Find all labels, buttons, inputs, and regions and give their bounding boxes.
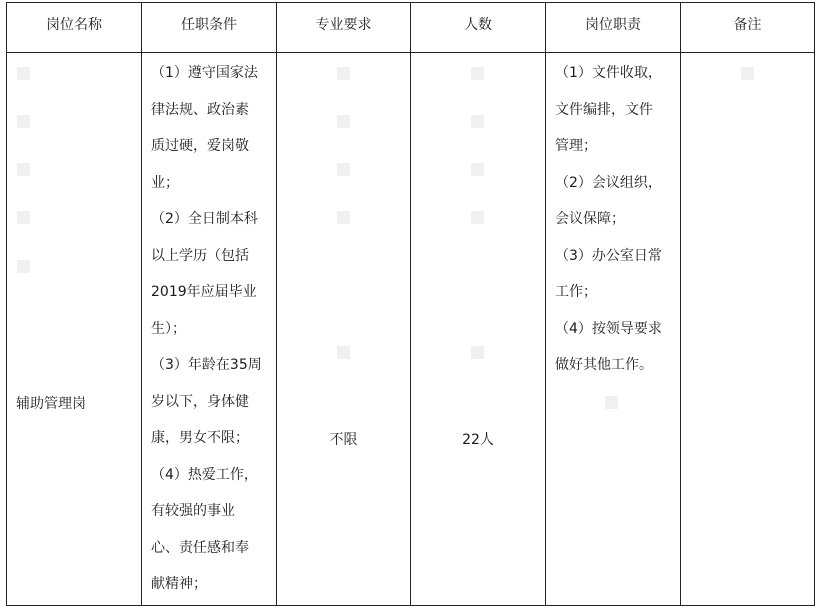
text-line: 文件编排，文件	[555, 101, 653, 118]
text-line: （4）按领导要求	[555, 320, 662, 337]
text-line: 有较强的事业	[151, 503, 235, 519]
placeholder-square	[337, 115, 350, 128]
column-divider	[545, 3, 546, 605]
placeholder-square	[17, 115, 30, 128]
text-line: （1）文件收取，	[555, 65, 662, 81]
placeholder-square	[605, 396, 618, 409]
placeholder-square	[17, 163, 30, 176]
text-line: （1）遵守国家法	[151, 65, 258, 81]
text-line: （3）年龄在35周	[151, 357, 262, 373]
header-requirements: 任职条件	[181, 17, 237, 33]
header-remark: 备注	[733, 17, 762, 33]
column-divider	[410, 3, 411, 605]
header-position-name: 岗位名称	[46, 17, 102, 33]
placeholder-square	[337, 163, 350, 176]
placeholder-square	[337, 211, 350, 224]
header-major: 专业要求	[315, 17, 372, 33]
count-cell: 22人	[462, 432, 494, 448]
major-cell: 不限	[329, 432, 358, 448]
text-line: 康，男女不限；	[151, 430, 249, 446]
requirements-cell	[151, 55, 275, 603]
text-line: 心、责任感和奉	[151, 539, 249, 556]
text-line: （2）全日制本科	[151, 211, 258, 227]
text-line: 做好其他工作。	[555, 357, 653, 373]
text-line: 会议保障；	[555, 211, 625, 227]
text-line: 业；	[151, 174, 179, 191]
placeholder-square	[741, 67, 754, 80]
placeholder-square	[337, 67, 350, 80]
text-line: 献精神；	[151, 576, 207, 592]
placeholder-square	[471, 211, 484, 224]
text-line: 管理；	[555, 138, 597, 154]
duties-cell	[555, 55, 679, 384]
text-line: 质过硬，爱岗敬	[151, 138, 249, 154]
placeholder-square	[17, 67, 30, 80]
column-divider	[276, 3, 277, 605]
placeholder-square	[17, 211, 30, 224]
text-line: （4）热爱工作，	[151, 466, 258, 483]
text-line: （3）办公室日常	[555, 247, 662, 264]
placeholder-square	[471, 115, 484, 128]
text-line: 工作；	[555, 284, 597, 300]
text-line: 生）；	[151, 320, 186, 337]
placeholder-square	[17, 260, 30, 273]
placeholder-square	[471, 163, 484, 176]
text-line: 以上学历（包括	[151, 247, 249, 264]
text-line: 岁以下，身体健	[151, 393, 249, 410]
column-divider	[141, 3, 142, 605]
placeholder-square	[471, 346, 484, 359]
header-divider	[7, 52, 814, 53]
position-name-cell: 辅助管理岗	[16, 396, 86, 412]
header-count: 人数	[464, 17, 492, 33]
header-duties: 岗位职责	[585, 17, 641, 33]
placeholder-square	[471, 67, 484, 80]
placeholder-square	[337, 346, 350, 359]
recruitment-table	[6, 2, 815, 606]
text-line: 律法规、政治素	[151, 101, 249, 118]
text-line: 2019年应届毕业	[151, 284, 257, 300]
text-line: （2）会议组织，	[555, 174, 662, 191]
column-divider	[680, 3, 681, 605]
